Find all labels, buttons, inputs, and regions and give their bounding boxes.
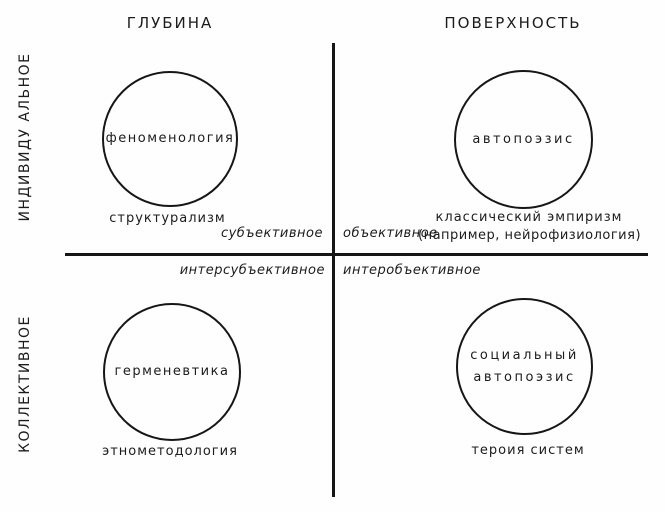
caption-classical-empiricism-line2: (например, нейрофизиология): [418, 228, 642, 243]
circle-social-autopoiesis: [456, 298, 593, 435]
column-header-surface: ПОВЕРХНОСТЬ: [444, 14, 582, 32]
row-header-collective: КОЛЛЕКТИВНОЕ: [17, 315, 33, 453]
label-intersubjective: интерсубъективное: [179, 263, 325, 278]
label-interobjective: интеробъективное: [343, 263, 481, 278]
circle-social-autopoiesis-label-line1: социальный: [470, 347, 579, 363]
caption-ethnomethodology: этнометодология: [102, 444, 238, 459]
circle-autopoiesis: [454, 70, 593, 209]
circle-phenomenology: [102, 71, 238, 207]
circle-hermeneutics: [103, 303, 241, 441]
column-header-depth: ГЛУБИНА: [126, 14, 214, 32]
row-header-individual: ИНДИВИДУ АЛЬНОЕ: [17, 52, 33, 222]
caption-classical-empiricism-line1: классический эмпиризм: [435, 210, 623, 225]
horizontal-divider-line: [65, 253, 648, 256]
circle-hermeneutics-label: герменевтика: [114, 364, 230, 379]
circle-phenomenology-label: феноменология: [105, 131, 235, 146]
vertical-divider-line: [332, 43, 335, 497]
circle-autopoiesis-label: автопоэзис: [472, 131, 575, 147]
caption-systems-theory: тероия систем: [471, 443, 585, 458]
label-subjective: субъективное: [220, 226, 323, 241]
caption-structuralism: структурализм: [109, 211, 226, 226]
label-objective: объективное: [343, 226, 438, 241]
circle-social-autopoiesis-label-line2: автопоэзис: [473, 369, 576, 385]
